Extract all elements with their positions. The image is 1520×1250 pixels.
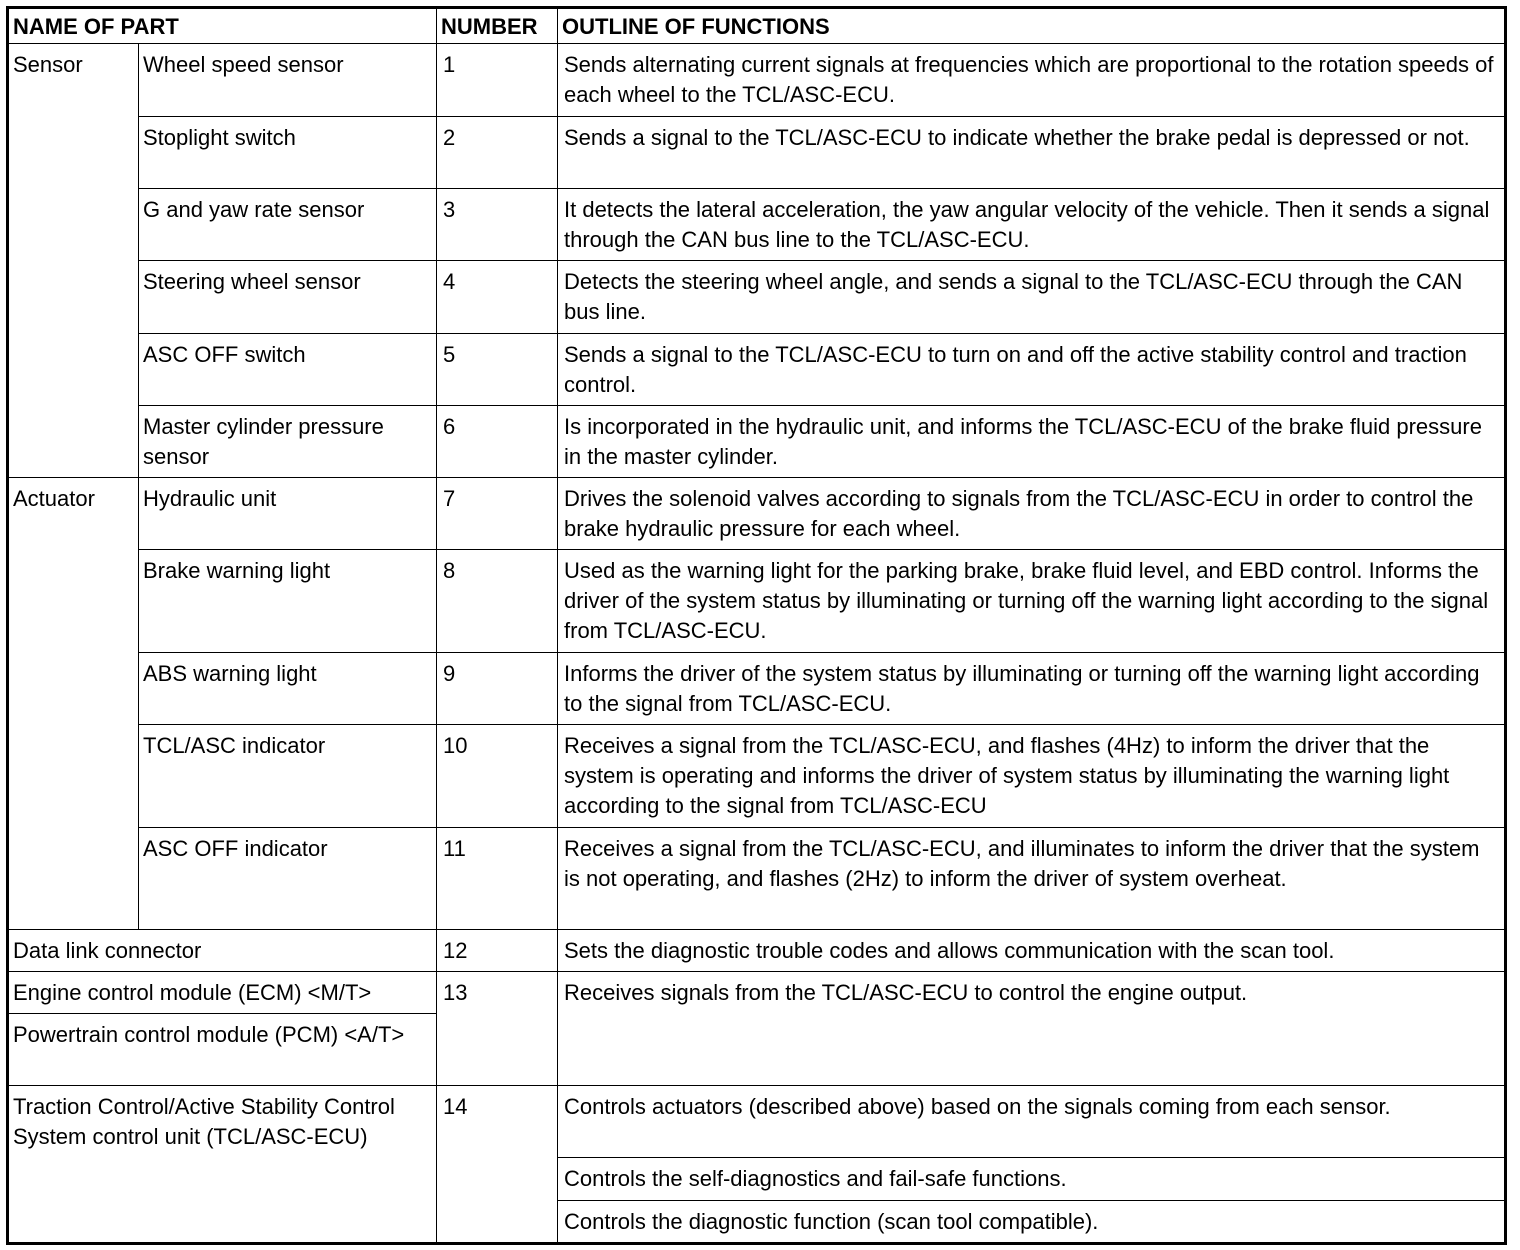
group-label-actuator: Actuator (8, 478, 139, 930)
header-outline-of-functions: OUTLINE OF FUNCTIONS (558, 8, 1506, 44)
part-name: Stoplight switch (139, 117, 437, 189)
part-name: Steering wheel sensor (139, 261, 437, 334)
parts-function-table (6, 6, 1507, 1245)
table-row (8, 44, 1506, 117)
header-number: NUMBER (437, 8, 558, 44)
part-number: 14 (437, 1086, 558, 1244)
table-row (8, 261, 1506, 334)
part-number: 3 (437, 189, 558, 261)
part-name: Data link connector (8, 930, 437, 972)
part-number: 5 (437, 334, 558, 406)
part-function: It detects the lateral acceleration, the yaw angular velocity of the vehicle. Then it sends a signal through the CAN bus line to the TCL/ASC-ECU. (558, 189, 1506, 261)
table-row (8, 334, 1506, 406)
group-label-sensor: Sensor (8, 44, 139, 478)
part-function: Sets the diagnostic trouble codes and allows communication with the scan tool. (558, 930, 1506, 972)
table-row (8, 478, 1506, 550)
part-function: Sends a signal to the TCL/ASC-ECU to turn on and off the active stability control and traction control. (558, 334, 1506, 406)
part-function: Detects the steering wheel angle, and sends a signal to the TCL/ASC-ECU through the CAN bus line. (558, 261, 1506, 334)
part-number: 2 (437, 117, 558, 189)
part-number: 11 (437, 828, 558, 930)
part-name: Brake warning light (139, 550, 437, 653)
part-function: Is incorporated in the hydraulic unit, and informs the TCL/ASC-ECU of the brake fluid pressure in the master cylinder. (558, 406, 1506, 478)
table-row (8, 828, 1506, 930)
part-name: ABS warning light (139, 653, 437, 725)
table-row (8, 406, 1506, 478)
table-row (8, 930, 1506, 972)
table-row (8, 550, 1506, 653)
part-name: ASC OFF indicator (139, 828, 437, 930)
part-name: Master cylinder pressure sensor (139, 406, 437, 478)
part-function: Drives the solenoid valves according to signals from the TCL/ASC-ECU in order to control the brake hydraulic pressure for each wheel. (558, 478, 1506, 550)
part-function: Receives signals from the TCL/ASC-ECU to control the engine output. (558, 972, 1506, 1086)
header-name-of-part: NAME OF PART (8, 8, 437, 44)
part-name: TCL/ASC indicator (139, 725, 437, 828)
part-name: Wheel speed sensor (139, 44, 437, 117)
part-name: ASC OFF switch (139, 334, 437, 406)
part-number: 8 (437, 550, 558, 653)
part-name: Engine control module (ECM) <M/T> (8, 972, 437, 1014)
table-row (8, 117, 1506, 189)
part-function: Receives a signal from the TCL/ASC-ECU, and illuminates to inform the driver that the system is not operating, and flashes (2Hz) to inform the driver of system overheat. (558, 828, 1506, 930)
part-number: 6 (437, 406, 558, 478)
table-row (8, 189, 1506, 261)
part-function: Receives a signal from the TCL/ASC-ECU, and flashes (4Hz) to inform the driver that the system is operating and informs the driver of system status by illuminating the warning light according to the signal from TCL/ASC-ECU (558, 725, 1506, 828)
table-row (8, 1086, 1506, 1158)
table-row (8, 725, 1506, 828)
header-row (8, 8, 1506, 44)
part-function: Sends alternating current signals at frequencies which are proportional to the rotation speeds of each wheel to the TCL/ASC-ECU. (558, 44, 1506, 117)
parts-table-container (6, 6, 1507, 1245)
part-function: Sends a signal to the TCL/ASC-ECU to indicate whether the brake pedal is depressed or not. (558, 117, 1506, 189)
part-name: Traction Control/Active Stability Control System control unit (TCL/ASC-ECU) (8, 1086, 437, 1244)
part-name: Hydraulic unit (139, 478, 437, 550)
part-number: 9 (437, 653, 558, 725)
part-name: G and yaw rate sensor (139, 189, 437, 261)
part-number: 4 (437, 261, 558, 334)
part-function: Controls the self-diagnostics and fail-safe functions. (558, 1158, 1506, 1201)
table-row (8, 653, 1506, 725)
part-number: 12 (437, 930, 558, 972)
part-function: Used as the warning light for the parking brake, brake fluid level, and EBD control. Informs the driver of the system status by illuminating or turning off the warning light according to the signal from TCL/ASC-ECU. (558, 550, 1506, 653)
part-number: 7 (437, 478, 558, 550)
table-row (8, 972, 1506, 1014)
part-function: Informs the driver of the system status by illuminating or turning off the warning light according to the signal from TCL/ASC-ECU. (558, 653, 1506, 725)
part-name: Powertrain control module (PCM) <A/T> (8, 1014, 437, 1086)
part-number: 10 (437, 725, 558, 828)
part-function: Controls the diagnostic function (scan tool compatible). (558, 1201, 1506, 1244)
part-function: Controls actuators (described above) based on the signals coming from each sensor. (558, 1086, 1506, 1158)
part-number: 13 (437, 972, 558, 1086)
part-number: 1 (437, 44, 558, 117)
